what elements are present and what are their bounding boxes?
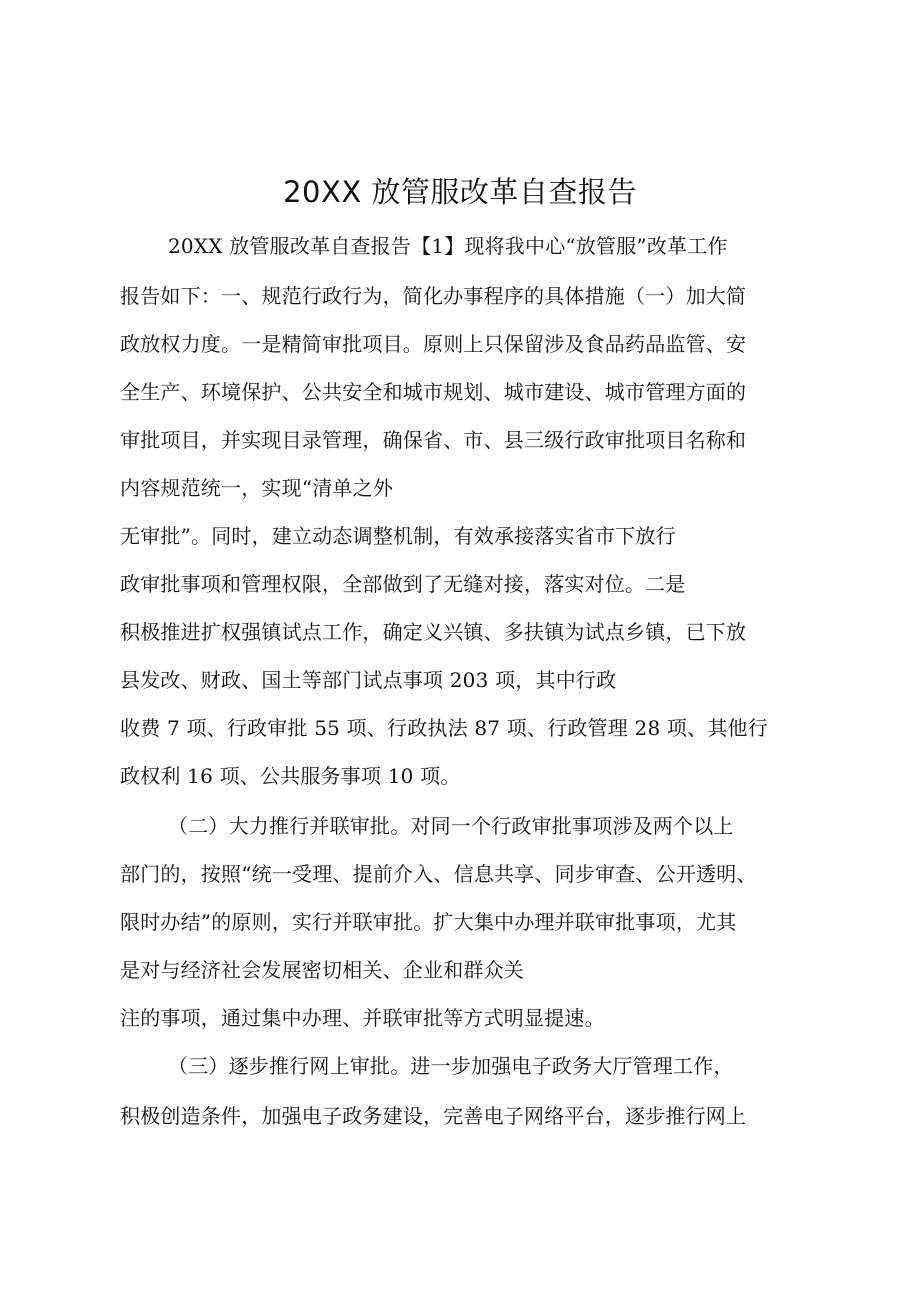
body-line: 收费 7 项、行政审批 55 项、行政执法 87 项、行政管理 28 项、其他行 [120,716,768,740]
body-line: 县发改、财政、国土等部门试点事项 203 项，其中行政 [120,668,617,692]
body-line: 政放权力度。一是精简审批项目。原则上只保留涉及食品药品监管、安 [120,332,747,356]
body-line: 注的事项，通过集中办理、并联审批等方式明显提速。 [120,1006,605,1030]
body-line: 政审批事项和管理权限，全部做到了无缝对接，落实对位。二是 [120,572,686,596]
document-title: 20XX 放管服改革自查报告 [283,175,637,209]
body-line: 部门的，按照“统一受理、提前介入、信息共享、同步审查、公开透明、 [120,862,757,886]
body-line: 内容规范统一，实现“清单之外 [120,476,394,500]
body-line: 20XX 放管服改革自查报告【1】现将我中心“放管服”改革工作 [168,234,728,258]
body-line: 审批项目，并实现目录管理，确保省、市、县三级行政审批项目名称和 [120,428,747,452]
body-line: 报告如下：一、规范行政行为，简化办事程序的具体措施（一）加大简 [120,284,747,308]
body-line: 是对与经济社会发展密切相关、企业和群众关 [120,958,524,982]
body-line: 全生产、环境保护、公共安全和城市规划、城市建设、城市管理方面的 [120,380,747,404]
body-line: （二）大力推行并联审批。对同一个行政审批事项涉及两个以上 [168,814,734,838]
body-line: 积极推进扩权强镇试点工作，确定义兴镇、多扶镇为试点乡镇，已下放 [120,620,747,644]
body-line: （三）逐步推行网上审批。进一步加强电子政务大厅管理工作， [168,1054,734,1078]
body-line: 政权利 16 项、公共服务事项 10 项。 [120,764,461,788]
body-line: 积极创造条件，加强电子政务建设，完善电子网络平台，逐步推行网上 [120,1104,747,1128]
body-line: 无审批”。同时，建立动态调整机制，有效承接落实省市下放行 [120,524,676,548]
body-line: 限时办结”的原则，实行并联审批。扩大集中办理并联审批事项，尤其 [120,910,737,934]
